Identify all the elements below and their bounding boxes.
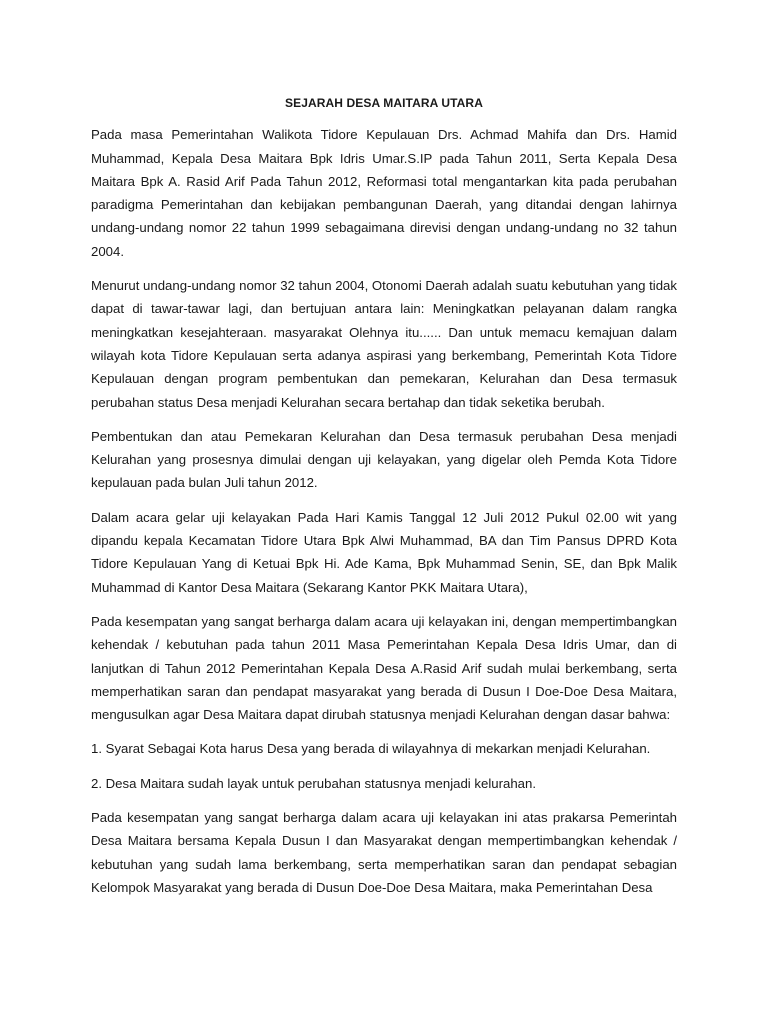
document-page [91, 92, 677, 910]
closing-paragraph: Pada kesempatan yang sangat berharga dalam acara uji kelayakan ini atas prakarsa Pemerintah Desa Maitara bersama Kepala Dusun I dan Masyarakat dengan mempertimbangkan kehendak / kebutuhan yang sudah lama berkembang, serta memperhatikan saran dan pendapat sebagian Kelompok Masyarakat yang berada di Dusun Doe-Doe Desa Maitara, maka Pemerintahan Desa [91, 810, 677, 895]
paragraph-1: Pada masa Pemerintahan Walikota Tidore Kepulauan Drs. Achmad Mahifa dan Drs. Hamid Muhammad, Kepala Desa Maitara Bpk Idris Umar.S.IP pada Tahun 2011, Serta Kepala Desa Maitara Bpk A. Rasid Arif Pada Tahun 2012, Reformasi total mengantarkan kita pada perubahan paradigma Pemerintahan dan kebijakan pembangunan Daerah, yang ditandai dengan lahirnya undang-undang nomor 22 tahun 1999 sebagaimana direvisi dengan undang-undang no 32 tahun 2004. [91, 127, 677, 259]
paragraph-3: Pembentukan dan atau Pemekaran Kelurahan dan Desa termasuk perubahan Desa menjadi Kelurahan yang prosesnya dimulai dengan uji kelayakan, yang digelar oleh Pemda Kota Tidore kepulauan pada bulan Juli tahun 2012. [91, 428, 677, 491]
paragraph-4: Dalam acara gelar uji kelayakan Pada Hari Kamis Tanggal 12 Juli 2012 Pukul 02.00 wit yang dipandu kepala Kecamatan Tidore Utara Bpk Alwi Muhammad, BA dan Tim Pansus DPRD Kota Tidore Kepulauan Yang di Ketuai Bpk Hi. Ade Kama, Bpk Muhammad Senin, SE, dan Bpk Malik Muhammad di Kantor Desa Maitara (Sekarang Kantor PKK Maitara Utara), [91, 509, 677, 595]
list-item-1: 1. Syarat Sebagai Kota harus Desa yang berada di wilayahnya di mekarkan menjadi Kelurahan. [91, 741, 651, 757]
list-item-2: 2. Desa Maitara sudah layak untuk perubahan statusnya menjadi kelurahan. [91, 775, 536, 791]
paragraph-5: Pada kesempatan yang sangat berharga dalam acara uji kelayakan ini, dengan mempertimbangkan kehendak / kebutuhan pada tahun 2011 Masa Pemerintahan Kepala Desa Idris Umar, dan di lanjutkan di Tahun 2012 Pemerintahan Kepala Desa A.Rasid Arif sudah mulai berkembang, serta memperhatikan saran dan pendapat masyarakat yang berada di Dusun I Doe-Doe Desa Maitara, mengusulkan agar Desa Maitara dapat dirubah statusnya menjadi Kelurahan dengan dasar bahwa: [91, 613, 677, 723]
paragraph-2: Menurut undang-undang nomor 32 tahun 2004, Otonomi Daerah adalah suatu kebutuhan yang tidak dapat di tawar-tawar lagi, dan bertujuan antara lain: Meningkatkan pelayanan dalam rangka meningkatkan kesejahteraan. masyarakat Olehnya itu...... Dan untuk memacu kemajuan dalam wilayah kota Tidore Kepulauan serta adanya aspirasi yang berkembang, Pemerintah Kota Tidore Kepulauan dengan program pembentukan dan pemekaran, Kelurahan dan Desa termasuk perubahan status Desa menjadi Kelurahan secara bertahap dan tidak seketika berubah. [91, 278, 677, 410]
document-title: SEJARAH DESA MAITARA UTARA [285, 96, 483, 110]
